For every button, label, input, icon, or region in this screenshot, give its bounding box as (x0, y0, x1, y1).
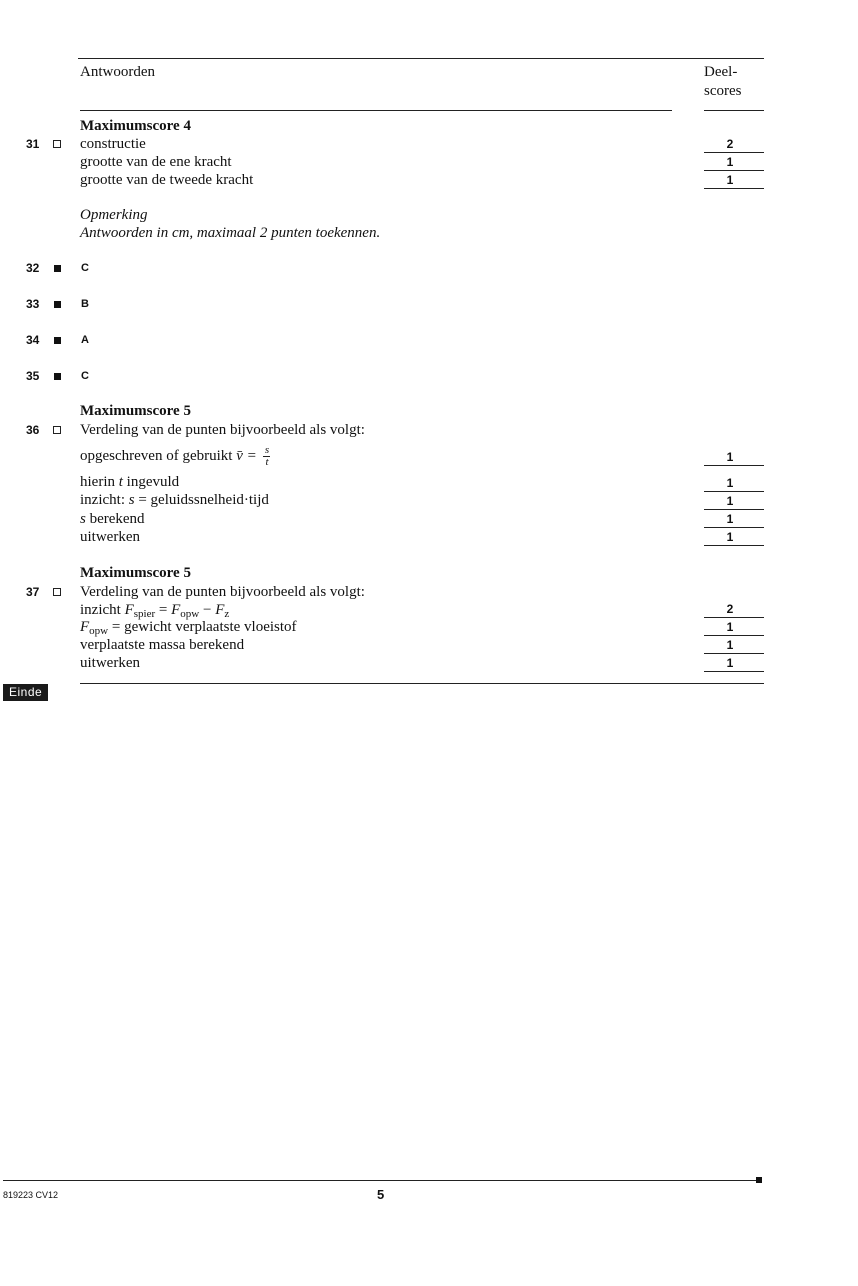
q37-equals: = (158, 602, 168, 618)
footer-rule (3, 1180, 759, 1181)
q36-item-1 (80, 446, 270, 467)
q32-answer: C (81, 262, 89, 274)
q31-score-3: 1 (704, 173, 764, 189)
q33-answer: B (81, 298, 89, 310)
header-bottom-rule-left (80, 110, 672, 111)
q36-fraction-numerator: s (264, 444, 270, 456)
q37-number: 37 (26, 585, 40, 599)
q36-score-2: 1 (704, 476, 764, 492)
q31-note-text: Antwoorden in cm, maximaal 2 punten toekennen. (80, 225, 381, 241)
page-number: 5 (377, 1187, 385, 1202)
q36-item-3-post: = geluidssnelheid·tijd (138, 492, 269, 508)
q31-heading: Maximumscore 4 (80, 118, 191, 134)
q33-mc-marker (54, 301, 61, 308)
q36-heading: Maximumscore 5 (80, 403, 191, 419)
header-top-rule (78, 58, 764, 59)
q31-item-2: grootte van de ene kracht (80, 154, 232, 170)
q34-number: 34 (26, 333, 40, 347)
q36-item-3-var: s (128, 492, 135, 508)
q37-score-2: 1 (704, 620, 764, 636)
q36-number: 36 (26, 423, 40, 437)
q37-intro: Verdeling van de punten bijvoorbeeld als volgt: (80, 584, 365, 600)
header-deelscores-line2: scores (704, 83, 742, 99)
q37-item-1-pre: inzicht (80, 602, 121, 618)
q36-item-2-post: ingevuld (126, 474, 180, 490)
q37-score-1: 2 (704, 602, 764, 618)
q34-answer: A (81, 334, 89, 346)
end-rule (80, 683, 764, 684)
q31-open-question-marker (53, 140, 61, 148)
q37-item-2-sub: opw (89, 625, 109, 637)
q31-item-1: constructie (80, 136, 146, 152)
q35-number: 35 (26, 369, 40, 383)
q36-score-5: 1 (704, 530, 764, 546)
q36-item-2-var: t (118, 474, 123, 490)
q37-f-z: F (215, 602, 225, 618)
q37-item-2-f: F (80, 619, 90, 635)
q37-item-4: uitwerken (80, 655, 140, 671)
q31-score-1: 2 (704, 137, 764, 153)
q36-item-5: uitwerken (80, 529, 140, 545)
q36-item-3-pre: inzicht: (80, 492, 125, 508)
q37-open-question-marker (53, 588, 61, 596)
q36-item-4-post: berekend (89, 511, 145, 527)
header-answers-label: Antwoorden (80, 64, 155, 80)
q37-f-spier: F (124, 602, 134, 618)
q31-number: 31 (26, 137, 40, 151)
q31-note-title: Opmerking (80, 207, 148, 223)
q33-number: 33 (26, 297, 40, 311)
q36-score-1: 1 (704, 450, 764, 466)
q35-answer: C (81, 370, 89, 382)
q37-item-2-post: = gewicht verplaatste vloeistof (111, 619, 297, 635)
q36-item-3 (80, 491, 269, 509)
q36-score-3: 1 (704, 494, 764, 510)
header-deelscores-line1: Deel- (704, 64, 738, 80)
einde-badge: Einde (3, 684, 48, 701)
footer-rule-end-marker (756, 1177, 762, 1183)
q37-score-3: 1 (704, 638, 764, 654)
q36-item-4 (80, 510, 145, 528)
q32-number: 32 (26, 261, 40, 275)
q32-mc-marker (54, 265, 61, 272)
q36-score-4: 1 (704, 512, 764, 528)
q37-f-z-sub: z (224, 608, 230, 620)
q37-f-opw: F (171, 602, 181, 618)
q36-item-1-text: opgeschreven of gebruikt (80, 447, 233, 464)
q36-item-2-pre: hierin (80, 474, 115, 490)
q37-item-3: verplaatste massa berekend (80, 637, 245, 653)
q36-item-4-var: s (80, 511, 86, 527)
q37-heading: Maximumscore 5 (80, 565, 191, 581)
q36-intro: Verdeling van de punten bijvoorbeeld als volgt: (80, 422, 365, 438)
q36-item-1-formula: v̄ = (236, 447, 257, 464)
q36-item-1-fraction (263, 446, 270, 467)
q36-item-2 (80, 473, 179, 491)
q36-fraction-denominator: t (265, 456, 269, 468)
q36-open-question-marker (53, 426, 61, 434)
footer-code: 819223 CV12 (3, 1190, 59, 1200)
q37-f-opw-sub: opw (180, 608, 200, 620)
q35-mc-marker (54, 373, 61, 380)
header-bottom-rule-right (704, 110, 764, 111)
q34-mc-marker (54, 337, 61, 344)
q31-score-2: 1 (704, 155, 764, 171)
q37-score-4: 1 (704, 656, 764, 672)
q31-item-3: grootte van de tweede kracht (80, 172, 254, 188)
q37-f-spier-sub: spier (133, 608, 156, 620)
q37-minus: − (202, 602, 212, 618)
